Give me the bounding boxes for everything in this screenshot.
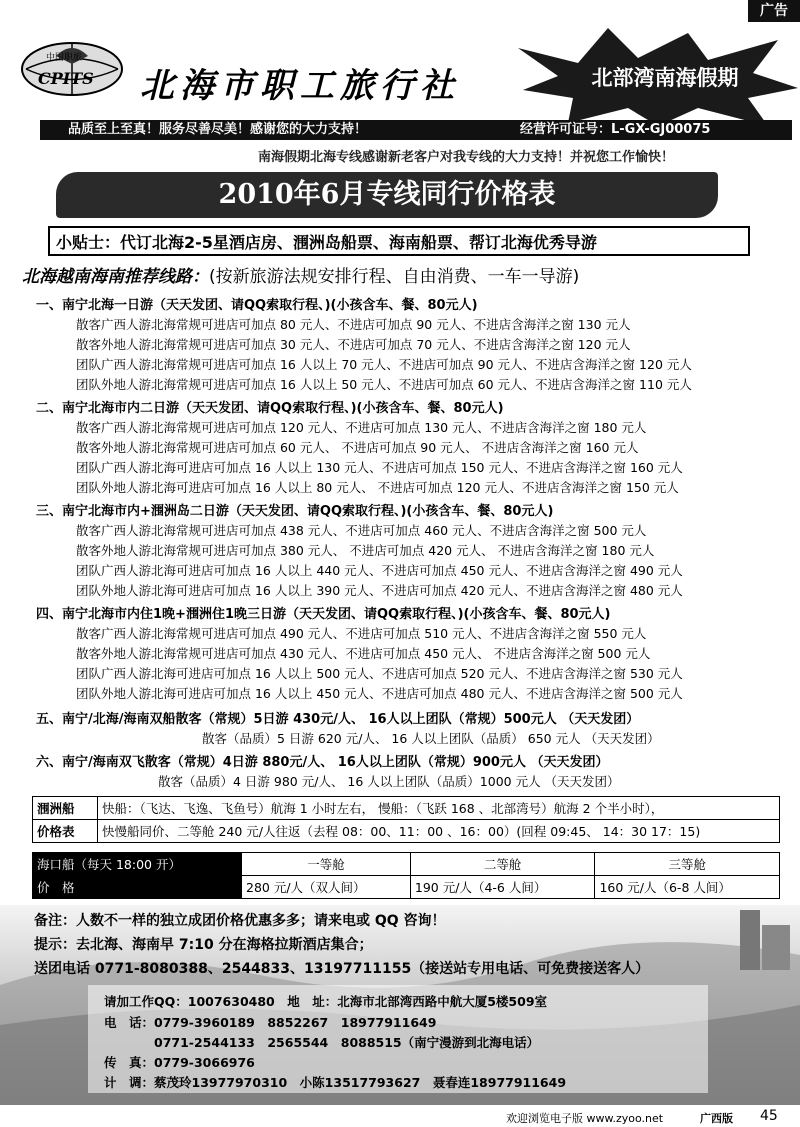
contact-line: 请加工作QQ：1007630480 地 址：北海市北部湾西路中航大厦5楼509室 xyxy=(104,994,548,1009)
ferry-cell: 快慢船同价、二等舱 240 元/人往返（去程 08：00、11：00 、16：00）(回程 09:45、 14：30 17：15) xyxy=(98,820,780,843)
section-title: 六、南宁/海南双飞散客（常规）4日游 880元/人、 16人以上团队（常规）900元人 （天天发团） xyxy=(36,755,609,770)
price-line: 散客广西人游北海常规可进店可加点 80 元人、不进店可加点 90 元人、不进店含海洋之窗 130 元人 xyxy=(76,317,631,332)
price-line: 散客外地人游北海常规可进店可加点 30 元人、不进店可加点 70 元人、不进店含海洋之窗 120 元人 xyxy=(76,337,631,352)
note-line: 送团电话 0771-8080388、2544833、13197711155（接送站专用电话、可免费接送客人） xyxy=(34,961,650,977)
price-line: 散客外地人游北海常规可进店可加点 60 元人、 不进店可加点 90 元人、 不进店含海洋之窗 160 元人 xyxy=(76,440,639,455)
ferry-label: 价格表 xyxy=(33,820,98,843)
price-line: 散客广西人游北海常规可进店可加点 120 元人、不进店可加点 130 元人、不进店含海洋之窗 180 元人 xyxy=(76,420,647,435)
price-line: 团队广西人游北海常规可进店可加点 16 人以上 70 元人、不进店可加点 90 元人、不进店含海洋之窗 120 元人 xyxy=(76,357,692,372)
note-line: 备注：人数不一样的独立成团价格优惠多多；请来电或 QQ 咨询！ xyxy=(34,913,446,929)
price-line: 散客广西人游北海常规可进店可加点 490 元人、不进店可加点 510 元人、不进店含海洋之窗 550 元人 xyxy=(76,626,647,641)
license-number: 经营许可证号：L-GX-GJ00075 xyxy=(520,122,711,137)
price-line: 散客广西人游北海常规可进店可加点 438 元人、不进店可加点 460 元人、不进店含海洋之窗 500 元人 xyxy=(76,523,647,538)
slogan-bar xyxy=(40,120,792,140)
table-header: 一等舱 xyxy=(242,853,411,876)
route-header-rest: (按新旅游法规安排行程、自由消费、一车一导游) xyxy=(209,267,580,287)
logo-bottom-text: CPITS xyxy=(38,69,94,88)
footer-site: 欢迎浏览电子版 www.zyoo.net xyxy=(506,1112,664,1125)
thanks-message: 南海假期北海专线感谢新老客户对我专线的大力支持！并祝您工作愉快！ xyxy=(258,150,675,165)
weizhou-ferry-table xyxy=(32,796,780,843)
price-line: 散客外地人游北海常规可进店可加点 380 元人、 不进店可加点 420 元人、 不进店含海洋之窗 180 元人 xyxy=(76,543,655,558)
contact-line: 0771-2544133 2565544 8088515（南宁漫游到北海电话） xyxy=(104,1035,540,1050)
price-line: 团队广西人游北海可进店可加点 16 人以上 500 元人、不进店可加点 520 元人、不进店含海洋之窗 530 元人 xyxy=(76,666,683,681)
brand-name: 北部湾南海假期 xyxy=(591,66,739,90)
price-line: 团队外地人游北海常规可进店可加点 16 人以上 50 元人、不进店可加点 60 元人、不进店含海洋之窗 110 元人 xyxy=(76,377,692,392)
route-header xyxy=(22,262,579,287)
price-line: 团队广西人游北海可进店可加点 16 人以上 440 元人、不进店可加点 450 元人、不进店含海洋之窗 490 元人 xyxy=(76,563,683,578)
section-title: 四、南宁北海市内住1晚+涠洲住1晚三日游（天天发团、请QQ索取行程、)(小孩含车、餐、80元人) xyxy=(36,607,611,622)
company-name: 北海市职工旅行社 xyxy=(140,66,460,106)
table-header: 三等舱 xyxy=(595,853,780,876)
footer-edition: 广西版 xyxy=(700,1112,733,1125)
contact-line: 传 真：0779-3066976 xyxy=(104,1055,255,1070)
table-header: 二等舱 xyxy=(410,853,595,876)
contact-line: 计 调：蔡茂玲13977970310 小陈13517793627 聂春连18977911649 xyxy=(104,1075,567,1090)
table-cell: 价 格 xyxy=(33,876,242,899)
ad-tag: 广告 xyxy=(748,0,800,22)
contact-line: 电 话：0779-3960189 8852267 18977911649 xyxy=(104,1015,437,1030)
price-line: 散客（品质）5 日游 620 元/人、 16 人以上团队（品质） 650 元人 （天天发团） xyxy=(202,731,660,746)
page-number: 45 xyxy=(760,1108,778,1124)
ferry-label: 涠洲船 xyxy=(33,797,98,820)
section-title: 五、南宁/北海/海南双船散客（常规）5日游 430元/人、 16人以上团队（常规）500元人 （天天发团） xyxy=(36,712,640,727)
slogan-text: 品质至上至真！服务尽善尽美！感谢您的大力支持！ xyxy=(68,122,368,137)
table-cell: 190 元/人（4-6 人间） xyxy=(410,876,595,899)
price-line: 团队外地人游北海可进店可加点 16 人以上 450 元人、不进店可加点 480 元人、不进店含海洋之窗 500 元人 xyxy=(76,686,683,701)
price-line: 散客（品质）4 日游 980 元/人、 16 人以上团队（品质）1000 元人 （天天发团） xyxy=(158,774,620,789)
section-title: 二、南宁北海市内二日游（天天发团、请QQ索取行程、)(小孩含车、餐、80元人) xyxy=(36,401,504,416)
price-line: 团队外地人游北海可进店可加点 16 人以上 390 元人、不进店可加点 420 元人、不进店含海洋之窗 480 元人 xyxy=(76,583,683,598)
company-logo xyxy=(16,38,128,100)
price-line: 团队外地人游北海可进店可加点 16 人以上 80 元人、 不进店可加点 120 元人、不进店含海洋之窗 150 元人 xyxy=(76,480,679,495)
table-cell: 280 元/人（双人间） xyxy=(242,876,411,899)
haikou-ferry-table xyxy=(32,852,780,899)
price-list-title: 2010年6月专线同行价格表 xyxy=(56,172,718,218)
section-title: 三、南宁北海市内+涠洲岛二日游（天天发团、请QQ索取行程、)(小孩含车、餐、80元人) xyxy=(36,504,554,519)
section-title: 一、南宁北海一日游（天天发团、请QQ索取行程、)(小孩含车、餐、80元人) xyxy=(36,298,478,313)
logo-top-text: 中国职旅 xyxy=(46,53,83,63)
ferry-cell: 快船：（飞达、飞逸、飞鱼号）航海 1 小时左右， 慢船：（飞跃 168 、北部湾号）航海 2 个半小时）， xyxy=(98,797,780,820)
tip-box: 小贴士：代订北海2-5星酒店房、涠洲岛船票、海南船票、帮订北海优秀导游 xyxy=(48,226,750,256)
table-header: 海口船（每天 18:00 开） xyxy=(33,853,242,876)
table-cell: 160 元/人（6-8 人间） xyxy=(595,876,780,899)
note-line: 提示：去北海、海南早 7:10 分在海格拉斯酒店集合； xyxy=(34,937,373,953)
route-header-bold: 北海越南海南推荐线路： xyxy=(22,267,209,287)
page-footer xyxy=(0,1108,800,1127)
price-line: 团队广西人游北海可进店可加点 16 人以上 130 元人、不进店可加点 150 元人、不进店含海洋之窗 160 元人 xyxy=(76,460,683,475)
price-line: 散客外地人游北海常规可进店可加点 430 元人、不进店可加点 450 元人、 不进店含海洋之窗 500 元人 xyxy=(76,646,651,661)
